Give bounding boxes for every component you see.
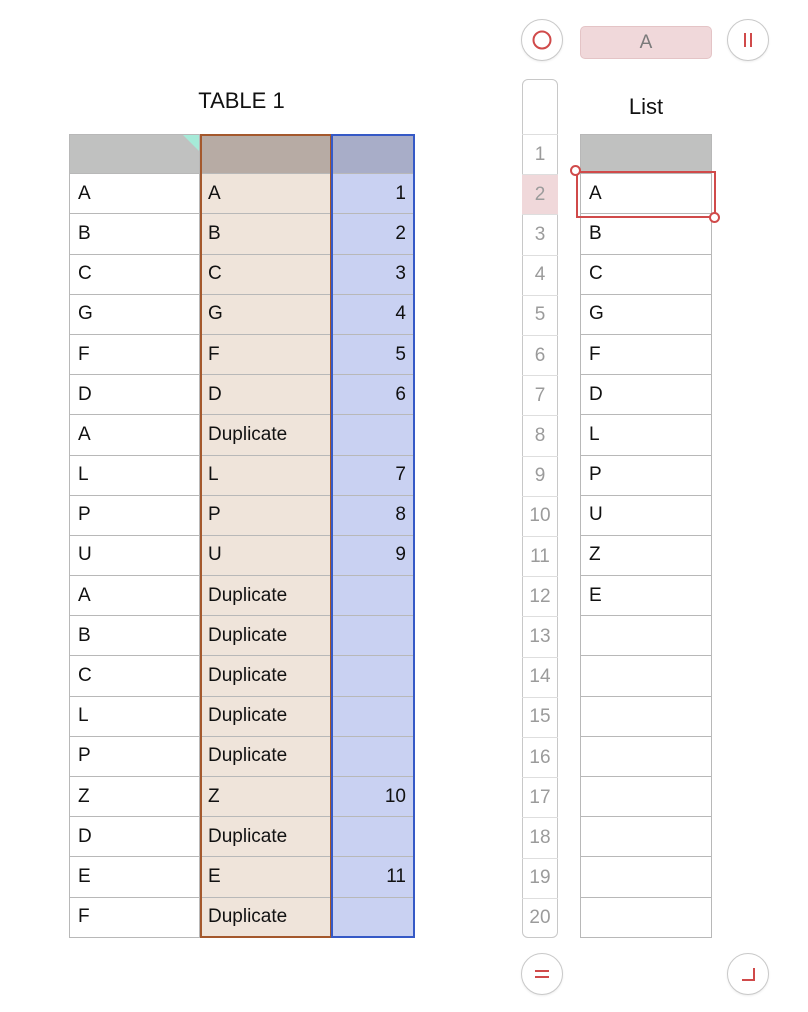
list-cell[interactable] <box>580 697 712 737</box>
source-value-cell[interactable]: F <box>69 335 200 375</box>
source-value-cell[interactable]: F <box>69 898 200 938</box>
dedupe-formula-cell[interactable]: U <box>200 536 331 576</box>
dedupe-formula-cell[interactable]: Duplicate <box>200 576 331 616</box>
dedupe-formula-cell[interactable]: Duplicate <box>200 616 331 656</box>
source-value-cell[interactable]: P <box>69 496 200 536</box>
dedupe-formula-cell[interactable]: L <box>200 456 331 496</box>
list-cell[interactable] <box>580 777 712 817</box>
index-cell[interactable] <box>331 817 414 857</box>
add-row-above-button[interactable] <box>521 19 563 61</box>
source-value-cell[interactable]: G <box>69 295 200 335</box>
list-cell[interactable]: P <box>580 456 712 496</box>
list-cell[interactable]: D <box>580 375 712 415</box>
row-number[interactable]: 4 <box>522 255 558 295</box>
table-row <box>69 255 414 295</box>
dedupe-formula-cell[interactable]: B <box>200 214 331 254</box>
list-cell[interactable] <box>580 898 712 938</box>
table-row <box>69 857 414 897</box>
table-row <box>69 496 414 536</box>
table-1 <box>69 134 414 938</box>
row-number[interactable]: 13 <box>522 616 558 656</box>
index-cell[interactable]: 7 <box>331 456 414 496</box>
table-row <box>69 335 414 375</box>
index-cell[interactable]: 8 <box>331 496 414 536</box>
row-number[interactable]: 2 <box>522 174 558 214</box>
table-row <box>69 415 414 455</box>
dedupe-formula-cell[interactable]: Duplicate <box>200 898 331 938</box>
source-value-cell[interactable]: C <box>69 656 200 696</box>
list-cell[interactable] <box>580 737 712 777</box>
add-row-button[interactable] <box>521 953 563 995</box>
dedupe-formula-cell[interactable]: Duplicate <box>200 737 331 777</box>
table-row <box>69 576 414 616</box>
row-number[interactable]: 16 <box>522 737 558 777</box>
source-value-cell[interactable]: L <box>69 697 200 737</box>
dedupe-formula-cell[interactable]: Duplicate <box>200 697 331 737</box>
index-cell[interactable]: 5 <box>331 335 414 375</box>
source-value-cell[interactable]: E <box>69 857 200 897</box>
equals-icon <box>531 963 553 985</box>
index-cell[interactable] <box>331 898 414 938</box>
list-cell[interactable] <box>580 616 712 656</box>
row-number[interactable]: 12 <box>522 576 558 616</box>
index-cell[interactable]: 2 <box>331 214 414 254</box>
index-cell[interactable] <box>331 576 414 616</box>
row-number[interactable]: 3 <box>522 214 558 254</box>
table-row <box>69 616 414 656</box>
row-number[interactable]: 19 <box>522 858 558 898</box>
header-row <box>69 134 414 174</box>
dedupe-formula-cell[interactable]: P <box>200 496 331 536</box>
index-cell[interactable]: 4 <box>331 295 414 335</box>
index-cell[interactable] <box>331 616 414 656</box>
index-cell[interactable]: 1 <box>331 174 414 214</box>
list-cell[interactable]: L <box>580 415 712 455</box>
row-number[interactable]: 6 <box>522 335 558 375</box>
freeze-column-button[interactable] <box>727 19 769 61</box>
dedupe-formula-cell[interactable]: Duplicate <box>200 415 331 455</box>
circle-icon <box>531 29 553 51</box>
dedupe-formula-cell[interactable]: Z <box>200 777 331 817</box>
row-number[interactable]: 20 <box>522 898 558 938</box>
source-value-cell[interactable]: U <box>69 536 200 576</box>
row-number[interactable]: 11 <box>522 536 558 576</box>
list-cell[interactable]: B <box>580 214 712 254</box>
row-number[interactable]: 17 <box>522 777 558 817</box>
list-cell[interactable] <box>580 857 712 897</box>
row-number[interactable]: 7 <box>522 375 558 415</box>
selection-handle[interactable] <box>709 212 720 223</box>
row-number[interactable]: 8 <box>522 415 558 455</box>
table-row <box>69 174 414 214</box>
dedupe-formula-cell[interactable]: Duplicate <box>200 817 331 857</box>
list-header-cell[interactable] <box>580 134 712 174</box>
row-number[interactable]: 1 <box>522 134 558 174</box>
list-cell[interactable] <box>580 656 712 696</box>
table-row <box>69 697 414 737</box>
row-number[interactable]: 5 <box>522 295 558 335</box>
pause-bars-icon <box>737 29 759 51</box>
source-value-cell[interactable]: A <box>69 415 200 455</box>
list-cell[interactable]: C <box>580 255 712 295</box>
index-cell[interactable] <box>331 415 414 455</box>
row-number[interactable]: 14 <box>522 657 558 697</box>
list-cell[interactable]: Z <box>580 536 712 576</box>
header-cell[interactable] <box>200 134 331 174</box>
row-number[interactable]: 15 <box>522 697 558 737</box>
table-row <box>69 375 414 415</box>
source-value-cell[interactable]: B <box>69 616 200 656</box>
index-cell[interactable] <box>331 656 414 696</box>
resize-corner-icon <box>737 963 759 985</box>
list-cell[interactable]: F <box>580 335 712 375</box>
table-row <box>69 817 414 857</box>
list-title: List <box>628 94 664 119</box>
row-number[interactable]: 18 <box>522 817 558 857</box>
list-table <box>580 134 712 938</box>
list-cell[interactable]: G <box>580 295 712 335</box>
header-cell[interactable] <box>69 134 200 174</box>
dedupe-formula-cell[interactable]: A <box>200 174 331 214</box>
source-value-cell[interactable]: L <box>69 456 200 496</box>
source-value-cell[interactable]: P <box>69 737 200 777</box>
index-cell[interactable] <box>331 697 414 737</box>
index-cell[interactable]: 11 <box>331 857 414 897</box>
list-cell[interactable] <box>580 817 712 857</box>
index-cell[interactable] <box>331 737 414 777</box>
index-cell[interactable]: 3 <box>331 255 414 295</box>
dedupe-formula-cell[interactable]: C <box>200 255 331 295</box>
source-value-cell[interactable]: C <box>69 255 200 295</box>
source-value-cell[interactable]: D <box>69 375 200 415</box>
row-number[interactable]: 10 <box>522 496 558 536</box>
source-value-cell[interactable]: A <box>69 576 200 616</box>
dedupe-formula-cell[interactable]: D <box>200 375 331 415</box>
table-row <box>69 214 414 254</box>
list-cell[interactable]: E <box>580 576 712 616</box>
source-value-cell[interactable]: Z <box>69 777 200 817</box>
index-cell[interactable]: 10 <box>331 777 414 817</box>
header-cell[interactable] <box>331 134 414 174</box>
table-corner-icon <box>183 135 199 151</box>
table-row <box>69 536 414 576</box>
resize-table-button[interactable] <box>727 953 769 995</box>
table-title: TABLE 1 <box>198 88 285 113</box>
dedupe-formula-cell[interactable]: E <box>200 857 331 897</box>
table-row <box>69 777 414 817</box>
row-number[interactable]: 9 <box>522 456 558 496</box>
dedupe-formula-cell[interactable]: G <box>200 295 331 335</box>
list-cell[interactable]: U <box>580 496 712 536</box>
index-cell[interactable]: 6 <box>331 375 414 415</box>
source-value-cell[interactable]: B <box>69 214 200 254</box>
table-row <box>69 295 414 335</box>
index-cell[interactable]: 9 <box>331 536 414 576</box>
table-row <box>69 456 414 496</box>
table-row <box>69 898 414 938</box>
column-header-button[interactable]: A <box>580 26 712 59</box>
table-row <box>69 737 414 777</box>
list-cell[interactable]: A <box>580 174 712 214</box>
dedupe-formula-cell[interactable]: Duplicate <box>200 656 331 696</box>
source-value-cell[interactable]: A <box>69 174 200 214</box>
dedupe-formula-cell[interactable]: F <box>200 335 331 375</box>
selection-handle[interactable] <box>570 165 581 176</box>
source-value-cell[interactable]: D <box>69 817 200 857</box>
table-row <box>69 656 414 696</box>
